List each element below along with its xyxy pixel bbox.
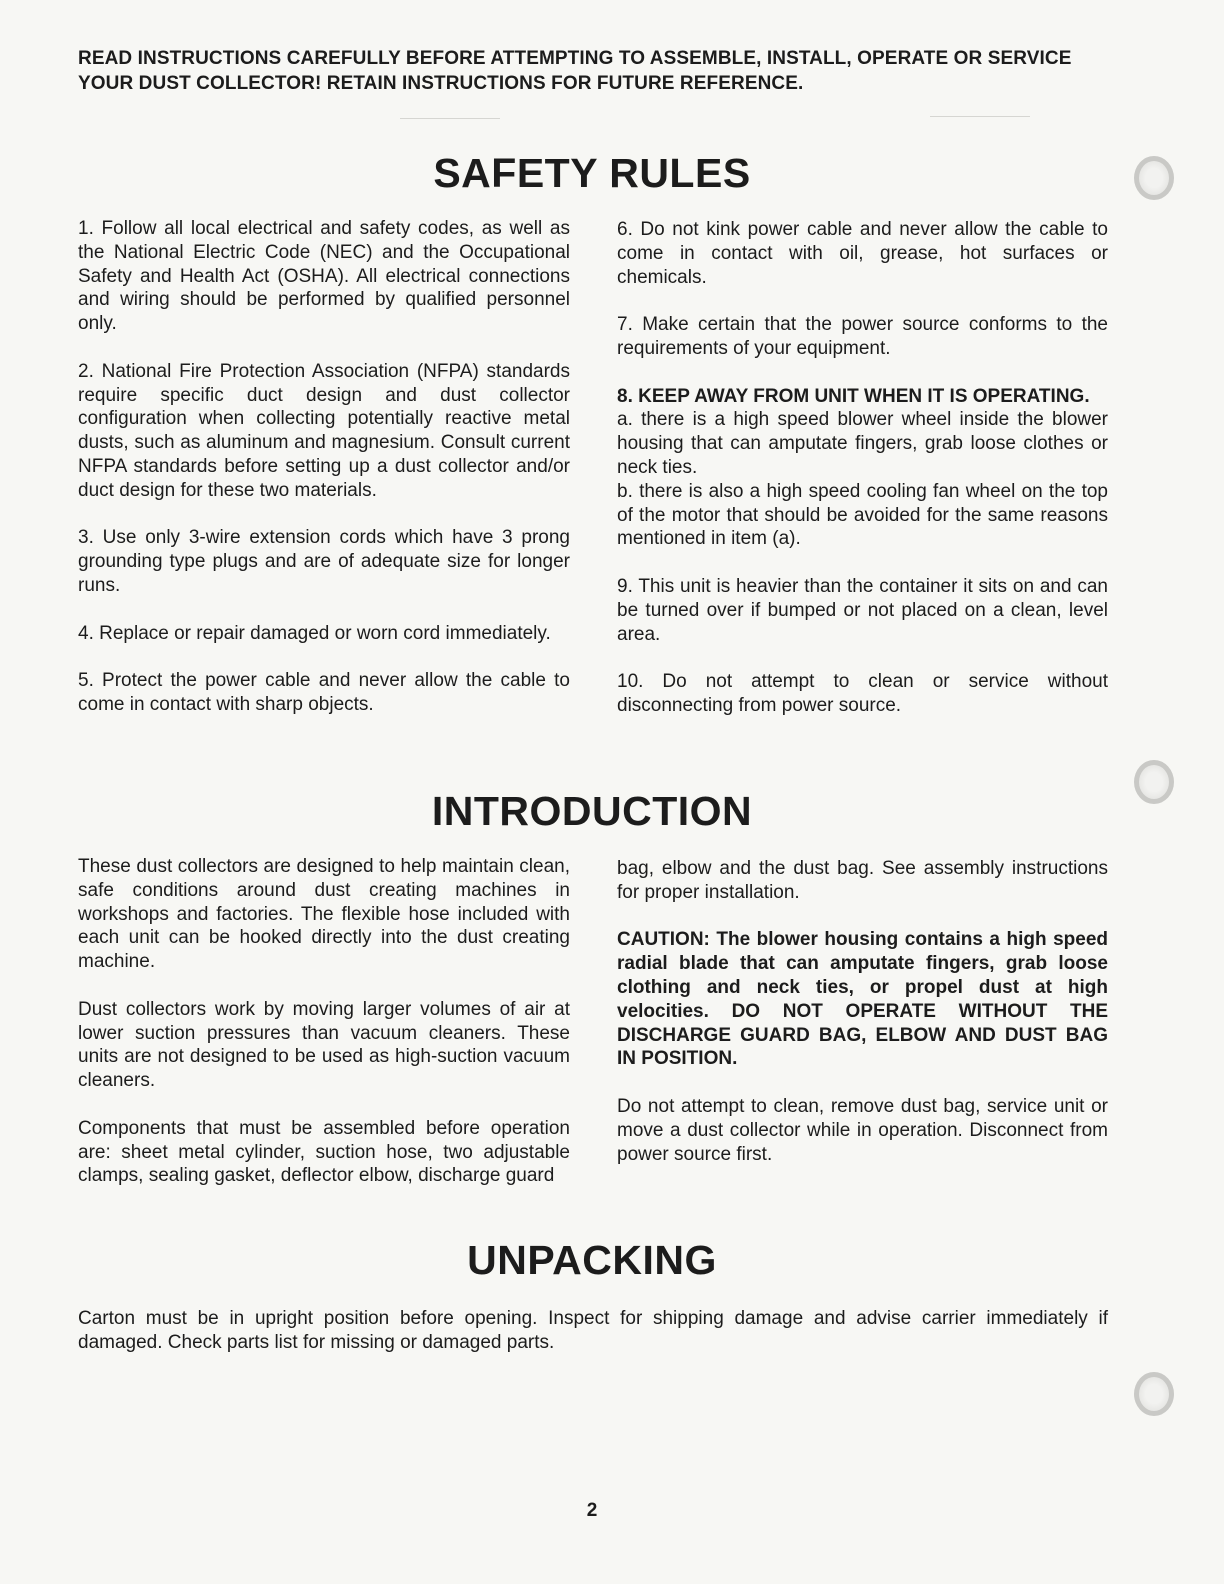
unpacking-text: Carton must be in upright position before opening. Inspect for shipping damage and advise carrier immediately if damaged. Check parts list for missing or damaged parts. (78, 1308, 1108, 1353)
safety-rule-10: 10. Do not attempt to clean or service without disconnecting from power source. (617, 671, 1108, 716)
scan-mark (930, 116, 1030, 117)
safety-rule-2: 2. National Fire Protection Association (NFPA) standards require specific duct design and dust collector configuration when collecting potentially reactive metal dusts, such as aluminum and magnesium. Consult current NFPA standards before setting up a dust collector and/or duct design for these two materials. (78, 360, 570, 501)
safety-rule-4: 4. Replace or repair damaged or worn cord immediately. (78, 622, 551, 644)
safety-rule-6: 6. Do not kink power cable and never allow the cable to come in contact with oil, grease, hot surfaces or chemicals. (617, 219, 1108, 288)
safety-rule-7: 7. Make certain that the power source conforms to the requirements of your equipment. (617, 314, 1108, 359)
intro-paragraph-4: Do not attempt to clean, remove dust bag, service unit or move a dust collector while in operation. Disconnect from power source first. (617, 1095, 1108, 1165)
caution-notice: CAUTION: The blower housing contains a high speed radial blade that can amputate fingers, grab loose clothing and neck ties, or propel dust at high velocities. DO NOT OPERATE WITHOUT THE DISCHARGE GUARD BAG, ELBOW AND DUST BAG IN POSITION. (617, 929, 1108, 1070)
intro-paragraph-3: Components that must be assembled before operation are: sheet metal cylinder, suction hose, two adjustable clamps, sealing gasket, deflector elbow, discharge guard (78, 1117, 570, 1187)
introduction-title: INTRODUCTION (431, 788, 753, 834)
scan-mark (400, 118, 500, 119)
header-line-2: YOUR DUST COLLECTOR! RETAIN INSTRUCTIONS FOR FUTURE REFERENCE. (78, 73, 804, 94)
intro-paragraph-3-continued: bag, elbow and the dust bag. See assembly instructions for proper installation. (617, 858, 1108, 903)
safety-right-column (617, 218, 1108, 742)
safety-rule-1: 1. Follow all local electrical and safety codes, as well as the National Electric Code (NEC) and the Occupational Safety and Health Act (OSHA). All electrical connections and wiring should be performed by qualified personnel only. (78, 218, 570, 335)
binder-hole-icon (1134, 1372, 1174, 1416)
safety-rule-8a: a. there is a high speed blower wheel inside the blower housing that can amputate fingers, grab loose clothes or neck ties. (617, 409, 1108, 478)
page-number: 2 (586, 1500, 598, 1521)
safety-rule-3: 3. Use only 3-wire extension cords which have 3 prong grounding type plugs and are of adequate size for longer runs. (78, 527, 570, 596)
binder-hole-icon (1134, 760, 1174, 804)
safety-rule-8-heading: 8. KEEP AWAY FROM UNIT WHEN IT IS OPERATING. (617, 385, 1090, 407)
safety-rule-9: 9. This unit is heavier than the container it sits on and can be turned over if bumped or not placed on a clean, level area. (617, 575, 1108, 645)
safety-left-column (78, 217, 570, 741)
header-line-1: READ INSTRUCTIONS CAREFULLY BEFORE ATTEMPTING TO ASSEMBLE, INSTALL, OPERATE OR SERVICE (78, 48, 1072, 69)
safety-rule-8b: b. there is also a high speed cooling fan wheel on the top of the motor that should be avoided for the same reasons mentioned in item (a). (617, 480, 1108, 550)
intro-paragraph-2: Dust collectors work by moving larger volumes of air at lower suction pressures than vacuum cleaners. These units are not designed to be used as high-suction vacuum cleaners. (78, 998, 570, 1092)
intro-right-column (617, 857, 1108, 1190)
safety-rules-title: SAFETY RULES (433, 150, 751, 196)
unpacking-title: UNPACKING (467, 1237, 717, 1283)
intro-left-column (78, 855, 570, 1188)
binder-hole-icon (1134, 156, 1174, 200)
instruction-header (78, 46, 1118, 96)
intro-paragraph-1: These dust collectors are designed to help maintain clean, safe conditions around dust creating machines in workshops and factories. The flexible hose included with each unit can be hooked directly into the dust creating machine. (78, 856, 570, 973)
safety-rule-5: 5. Protect the power cable and never allow the cable to come in contact with sharp objects. (78, 670, 570, 715)
